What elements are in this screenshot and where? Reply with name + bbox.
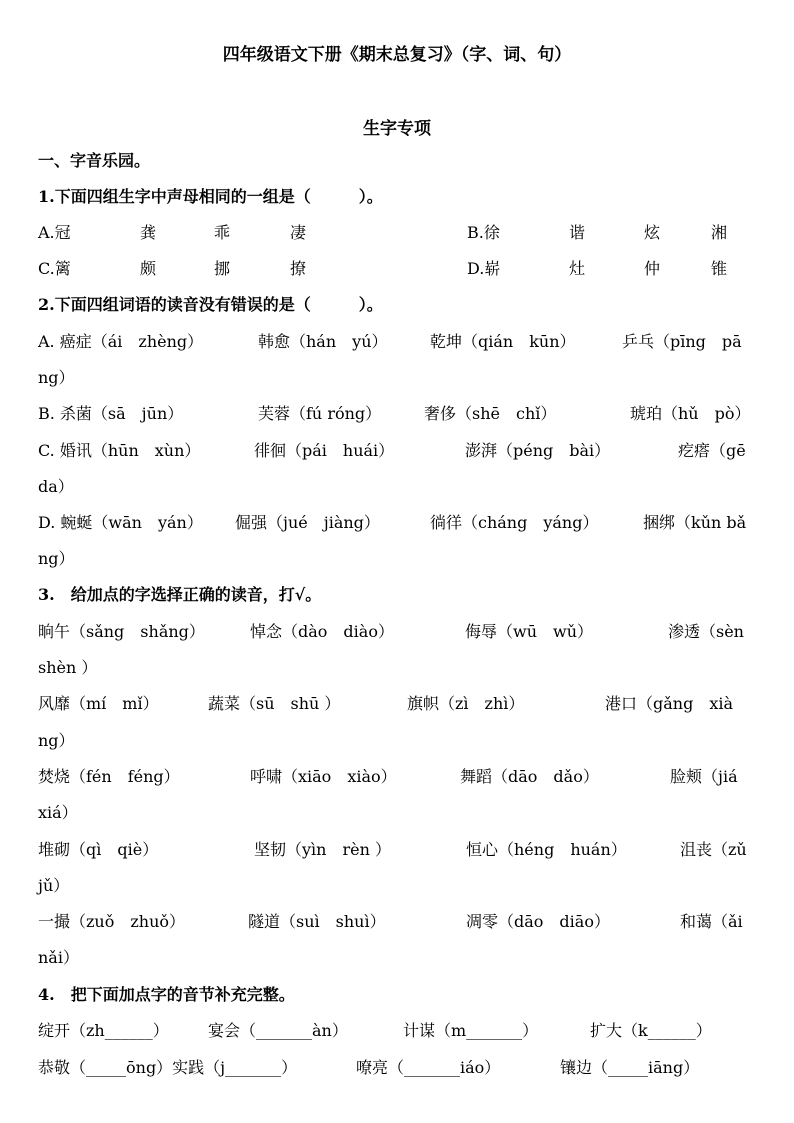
q1-char: 颇 bbox=[140, 259, 157, 278]
question-3: 3. 给加点的字选择正确的读音，打√。 bbox=[38, 585, 322, 604]
q2-word: 澎湃（péng bài） bbox=[465, 441, 611, 460]
q2-word-wrap: ng） bbox=[38, 368, 75, 387]
q1-char: 灶 bbox=[569, 259, 586, 278]
q1-char: 龚 bbox=[140, 223, 157, 242]
q1-option: B.徐 bbox=[467, 223, 500, 242]
q2-option-d: D. 蜿蜒（wān yán） bbox=[38, 513, 203, 532]
q1-char: 乖 bbox=[214, 223, 231, 242]
q3-item: 脸颊（jiá bbox=[670, 767, 738, 786]
q2-word: 倔强（jué jiàng） bbox=[235, 513, 380, 532]
q3-item-wrap: ng） bbox=[38, 731, 75, 750]
q3-item: 焚烧（fén féng） bbox=[38, 767, 180, 786]
q1-char: 挪 bbox=[214, 259, 231, 278]
q2-word: 疙瘩（gē bbox=[678, 441, 746, 460]
q4-item: 计谋（m_______） bbox=[403, 1021, 539, 1040]
q3-item: 和蔼（ǎi bbox=[680, 912, 743, 931]
q3-item: 坚韧（yìn rèn ） bbox=[254, 840, 391, 859]
q3-item: 舞蹈（dāo dǎo） bbox=[460, 767, 599, 786]
q2-word: 徘徊（pái huái） bbox=[254, 441, 395, 460]
q2-word-wrap: da） bbox=[38, 477, 74, 496]
q4-item: 嘹亮（_______iáo） bbox=[356, 1058, 501, 1077]
question-1: 1.下面四组生字中声母相同的一组是（ ）。 bbox=[38, 187, 383, 206]
q3-item: 恒心（héng huán） bbox=[466, 840, 627, 859]
q4-item: 恭敬（_____ōng）实践（j_______） bbox=[38, 1058, 298, 1077]
q2-word-wrap: ng） bbox=[38, 549, 75, 568]
q2-option-c: C. 婚讯（hūn xùn） bbox=[38, 441, 201, 460]
q3-item: 旗帜（zì zhì） bbox=[407, 694, 525, 713]
q4-item: 镶边（_____iāng） bbox=[560, 1058, 700, 1077]
q3-item: 侮辱（wū wǔ） bbox=[465, 622, 594, 641]
q3-item: 港口（gǎng xià bbox=[605, 694, 734, 713]
q3-item: 沮丧（zǔ bbox=[680, 840, 747, 859]
q3-item: 悼念（dào diào） bbox=[250, 622, 394, 641]
question-4: 4. 把下面加点字的音节补充完整。 bbox=[38, 985, 295, 1004]
q1-option: D.崭 bbox=[467, 259, 501, 278]
q4-item: 宴会（_______àn） bbox=[208, 1021, 348, 1040]
q1-option: C.篱 bbox=[38, 259, 71, 278]
q2-word: 芙蓉（fú róng） bbox=[258, 404, 382, 423]
q3-item: 凋零（dāo diāo） bbox=[466, 912, 610, 931]
q2-word: 乾坤（qián kūn） bbox=[430, 332, 576, 351]
q1-char: 炫 bbox=[644, 223, 661, 242]
q3-item: 隧道（suì shuì） bbox=[248, 912, 386, 931]
q3-item-wrap: shèn ） bbox=[38, 658, 98, 677]
q1-char: 仲 bbox=[644, 259, 661, 278]
q1-char: 撩 bbox=[290, 259, 307, 278]
q1-char: 锥 bbox=[711, 259, 728, 278]
q1-char: 谐 bbox=[569, 223, 586, 242]
q3-item: 呼啸（xiāo xiào） bbox=[250, 767, 397, 786]
q2-word: 奢侈（shē chǐ） bbox=[424, 404, 557, 423]
q2-option-b: B. 杀菌（sā jūn） bbox=[38, 404, 184, 423]
q3-item: 一撮（zuǒ zhuǒ） bbox=[38, 912, 186, 931]
q2-word: 琥珀（hǔ pò） bbox=[630, 404, 751, 423]
q1-option: A.冠 bbox=[38, 223, 71, 242]
page-title: 四年级语文下册《期末总复习》（字、词、句） bbox=[222, 45, 572, 65]
q2-word: 乒乓（pīng pā bbox=[622, 332, 742, 351]
q3-item: 堆砌（qì qiè） bbox=[38, 840, 159, 859]
q4-item: 扩大（k______） bbox=[590, 1021, 712, 1040]
q2-word: 徜徉（cháng yáng） bbox=[430, 513, 599, 532]
section-heading: 一、字音乐园。 bbox=[38, 151, 151, 170]
q1-char: 凄 bbox=[290, 223, 307, 242]
q3-item-wrap: jǔ） bbox=[38, 876, 70, 895]
q3-item: 晌午（sǎng shǎng） bbox=[38, 622, 205, 641]
q2-option-a: A. 癌症（ái zhèng） bbox=[38, 332, 204, 351]
q3-item-wrap: nǎi） bbox=[38, 948, 79, 967]
q3-item: 风靡（mí mǐ） bbox=[38, 694, 159, 713]
section-title: 生字专项 bbox=[363, 119, 431, 139]
q4-item: 绽开（zh______） bbox=[38, 1021, 169, 1040]
q3-item-wrap: xiá） bbox=[38, 803, 78, 822]
question-2: 2.下面四组词语的读音没有错误的是（ ）。 bbox=[38, 295, 383, 314]
q3-item: 渗透（sèn bbox=[668, 622, 744, 641]
q3-item: 蔬菜（sū shū ） bbox=[208, 694, 341, 713]
q1-char: 湘 bbox=[711, 223, 728, 242]
q2-word: 捆绑（kǔn bǎ bbox=[643, 513, 747, 532]
q2-word: 韩愈（hán yú） bbox=[258, 332, 388, 351]
